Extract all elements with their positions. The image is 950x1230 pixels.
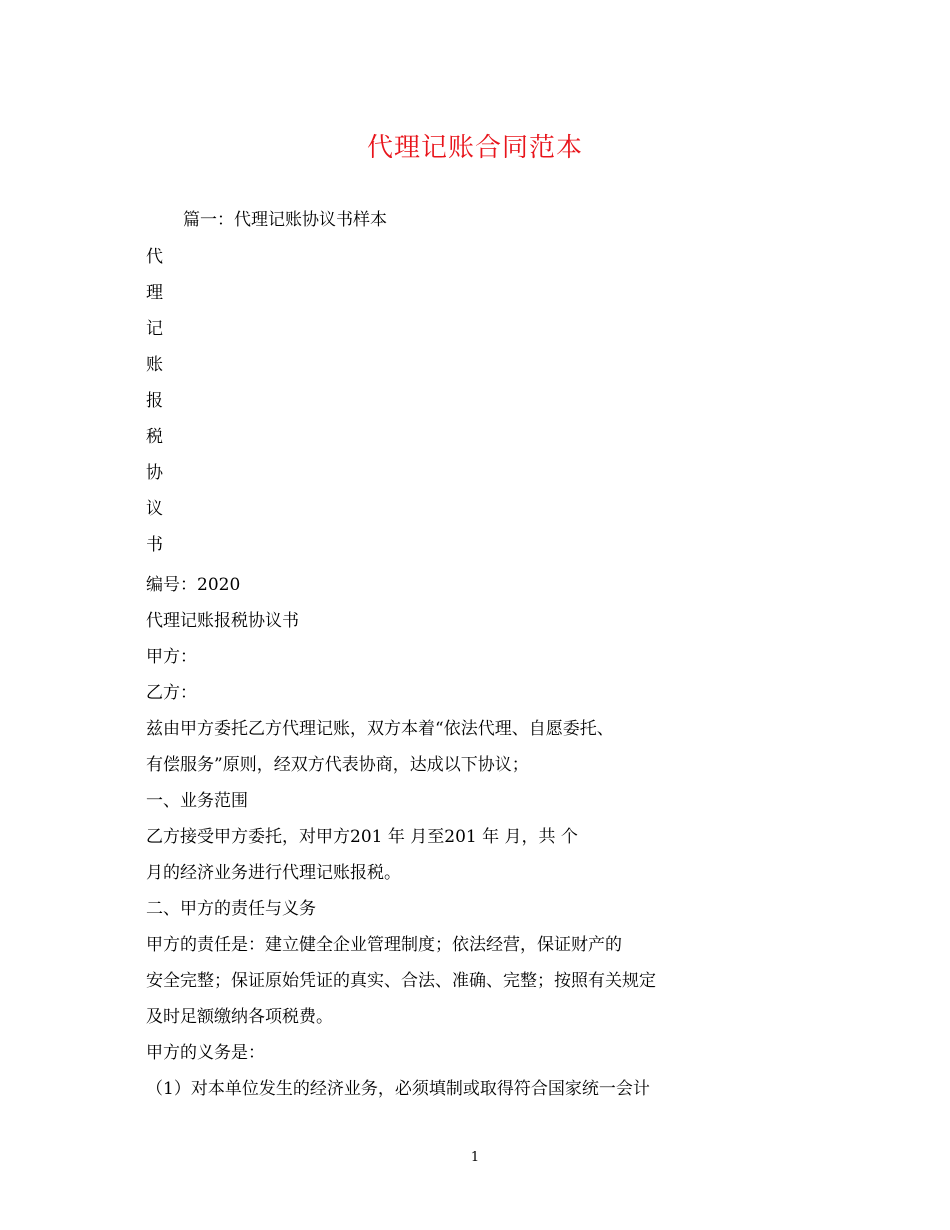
vertical-title xyxy=(146,243,163,567)
paragraph-line: 及时足额缴纳各项税费。 xyxy=(146,1007,333,1027)
agreement-title: 代理记账报税协议书 xyxy=(146,611,299,631)
vertical-title-char: 书 xyxy=(146,535,163,555)
document-body xyxy=(146,567,786,1107)
vertical-title-char: 报 xyxy=(146,391,163,411)
vertical-title-char: 理 xyxy=(146,283,163,303)
clause-heading: 一、业务范围 xyxy=(146,791,248,811)
page-number: 1 xyxy=(470,1150,480,1165)
paragraph-line: 月的经济业务进行代理记账报税。 xyxy=(146,863,401,883)
paragraph-line: 甲方的责任是：建立健全企业管理制度；依法经营，保证财产的 xyxy=(146,935,622,955)
vertical-title-char: 协 xyxy=(146,463,163,483)
clause-heading: 二、甲方的责任与义务 xyxy=(146,899,316,919)
document-number: 编号：2020 xyxy=(146,575,241,595)
vertical-title-char: 议 xyxy=(146,499,163,519)
vertical-title-char: 税 xyxy=(146,427,163,447)
party-b-label: 乙方： xyxy=(146,683,197,703)
vertical-title-char: 账 xyxy=(146,355,163,375)
paragraph-line: 安全完整；保证原始凭证的真实、合法、准确、完整；按照有关规定 xyxy=(146,971,656,991)
paragraph-line: 甲方的义务是： xyxy=(146,1043,265,1063)
paragraph-line: 兹由甲方委托乙方代理记账，双方本着“依法代理、自愿委托、 xyxy=(146,719,614,739)
list-item: （1）对本单位发生的经济业务，必须填制或取得符合国家统一会计 xyxy=(146,1079,650,1099)
section-heading: 篇一：代理记账协议书样本 xyxy=(183,210,387,230)
paragraph-line: 乙方接受甲方委托，对甲方201 年 月至201 年 月，共 个 xyxy=(146,827,578,847)
party-a-label: 甲方： xyxy=(146,647,197,667)
paragraph-line: 有偿服务”原则，经双方代表协商，达成以下协议； xyxy=(146,755,529,775)
document-title: 代理记账合同范本 xyxy=(366,133,583,163)
vertical-title-char: 代 xyxy=(146,247,163,267)
vertical-title-char: 记 xyxy=(146,319,163,339)
